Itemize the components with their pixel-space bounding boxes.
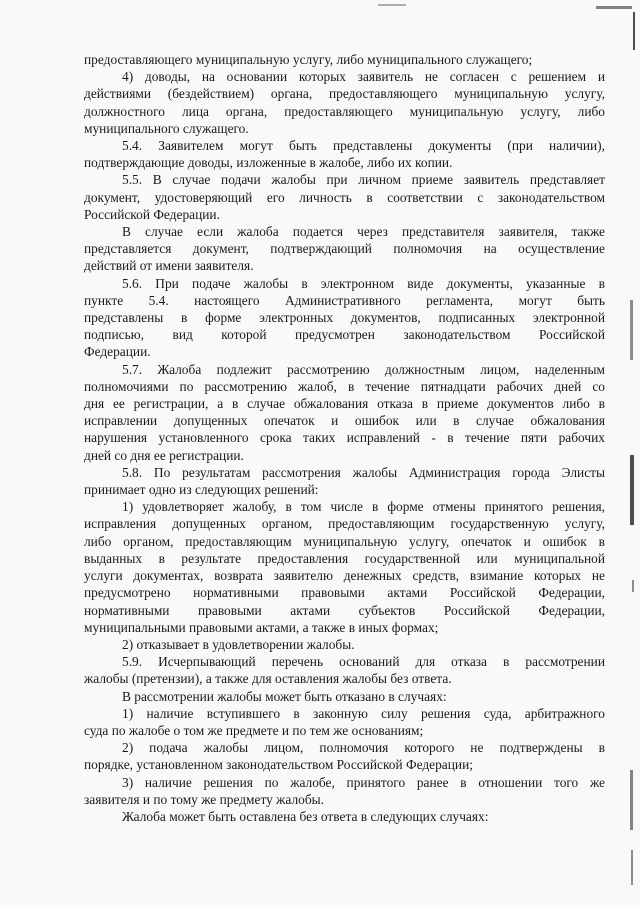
scan-edge-mark (632, 580, 634, 592)
text-line: 1) удовлетворяет жалобу, в том числе в форме отмены принятого решения, (122, 499, 605, 515)
document-page (84, 51, 605, 825)
text-line: услуги документах, возврата заявителю денежных средств, взимание которых не (84, 568, 605, 584)
text-line: подтверждающие доводы, изложенные в жалобе, либо их копии. (84, 155, 453, 171)
text-line: заявителя и по тому же предмету жалобы. (84, 791, 325, 807)
paragraph (84, 688, 605, 705)
text-line: документ, удостоверяющий его личность в соответствии с законодательством (84, 189, 605, 205)
paragraph (84, 705, 605, 739)
text-line: либо органом, предоставляющим муниципальную услугу, опечаток и ошибок в (84, 533, 605, 549)
paragraph (84, 808, 605, 825)
paragraph (84, 653, 605, 687)
text-line: представляется документ, подтверждающий полномочия на осуществление (84, 241, 605, 257)
text-line: В рассмотрении жалобы может быть отказано в случаях: (122, 688, 447, 704)
text-line: Жалоба может быть оставлена без ответа в следующих случаях: (122, 808, 489, 824)
text-line: нарушения установленного срока таких исправлений - в течение пяти рабочих (84, 430, 605, 446)
text-line: Федерации. (84, 344, 151, 360)
paragraph (84, 361, 605, 464)
scan-edge-mark (633, 12, 635, 50)
text-line: исправлении допущенных опечаток и ошибок или в случае обжалования (84, 413, 605, 429)
text-line: предоставляющего муниципальную услугу, либо муниципального служащего; (84, 52, 533, 67)
paragraph (84, 275, 605, 361)
paragraph (84, 464, 605, 498)
paragraph (84, 636, 605, 653)
text-line: 5.9. Исчерпывающий перечень оснований для отказа в рассмотрении (122, 654, 605, 670)
scan-edge-mark (596, 6, 632, 9)
paragraph (84, 171, 605, 223)
text-line: жалобы (претензии), а также для оставления жалобы без ответа. (84, 671, 452, 687)
text-line: действиями (бездействием) органа, предоставляющего муниципальную услугу, (84, 86, 605, 102)
text-line: исправления допущенных органом, предоставляющим государственную услугу, (84, 516, 605, 532)
scan-edge-mark (630, 455, 634, 525)
text-line: муниципальными правовыми актами, а также в иных формах; (84, 619, 439, 635)
text-line: 5.4. Заявителем могут быть представлены документы (при наличии), (122, 138, 605, 154)
text-line: предусмотрено нормативными правовыми актами Российской Федерации, (84, 585, 605, 601)
text-line: муниципального служащего. (84, 120, 249, 136)
text-line: выданных в результате предоставления государственной или муниципальной (84, 550, 605, 566)
text-line: Российской Федерации. (84, 206, 220, 222)
paragraph (84, 68, 605, 137)
paragraph (84, 137, 605, 171)
paragraph (84, 739, 605, 773)
paragraph (84, 51, 605, 68)
text-line: представлены в форме электронных документов, подписанных электронной (84, 310, 605, 326)
text-line: В случае если жалоба подается через представителя заявителя, также (122, 224, 605, 240)
text-line: дня ее регистрации, а в случае обжалования отказа в приеме документов либо в (84, 396, 605, 412)
text-line: порядке, установленном законодательством Российской Федерации; (84, 757, 473, 773)
text-line: пункте 5.4. настоящего Административного регламента, могут быть (84, 292, 605, 308)
text-line: 5.5. В случае подачи жалобы при личном приеме заявитель представляет (122, 172, 605, 188)
text-line: принимает одно из следующих решений: (84, 482, 319, 498)
text-line: должностного лица органа, предоставляющего муниципальную услугу, либо (84, 103, 605, 119)
text-line: 1) наличие вступившего в законную силу решения суда, арбитражного (122, 705, 605, 721)
paragraph (84, 223, 605, 275)
paragraph (84, 498, 605, 636)
text-line: нормативными правовыми актами субъектов Российской Федерации, (84, 602, 605, 618)
text-line: 2) подача жалобы лицом, полномочия которого не подтверждены в (122, 740, 605, 756)
scan-edge-mark (630, 770, 633, 830)
text-line: действий от имени заявителя. (84, 258, 254, 274)
text-line: полномочиями по рассмотрению жалоб, в течение пятнадцати рабочих дней со (84, 378, 605, 394)
scan-edge-mark (630, 300, 633, 360)
text-line: 5.6. При подаче жалобы в электронном виде документы, указанные в (122, 275, 605, 291)
text-line: 5.8. По результатам рассмотрения жалобы Администрация города Элисты (122, 464, 605, 480)
text-line: 2) отказывает в удовлетворении жалобы. (122, 636, 355, 652)
text-line: 5.7. Жалоба подлежит рассмотрению должностным лицом, наделенным (122, 361, 605, 377)
text-line: суда по жалобе о том же предмете и по тем же основаниям; (84, 722, 424, 738)
text-line: 4) доводы, на основании которых заявитель не согласен с решением и (122, 69, 605, 85)
text-line: 3) наличие решения по жалобе, принятого ранее в отношении того же (122, 774, 605, 790)
paragraph (84, 774, 605, 808)
text-line: дней со дня ее регистрации. (84, 447, 244, 463)
scan-edge-mark (631, 850, 633, 885)
scan-edge-mark (378, 4, 406, 6)
text-line: подписью, вид которой предусмотрен законодательством Российской (84, 327, 605, 343)
